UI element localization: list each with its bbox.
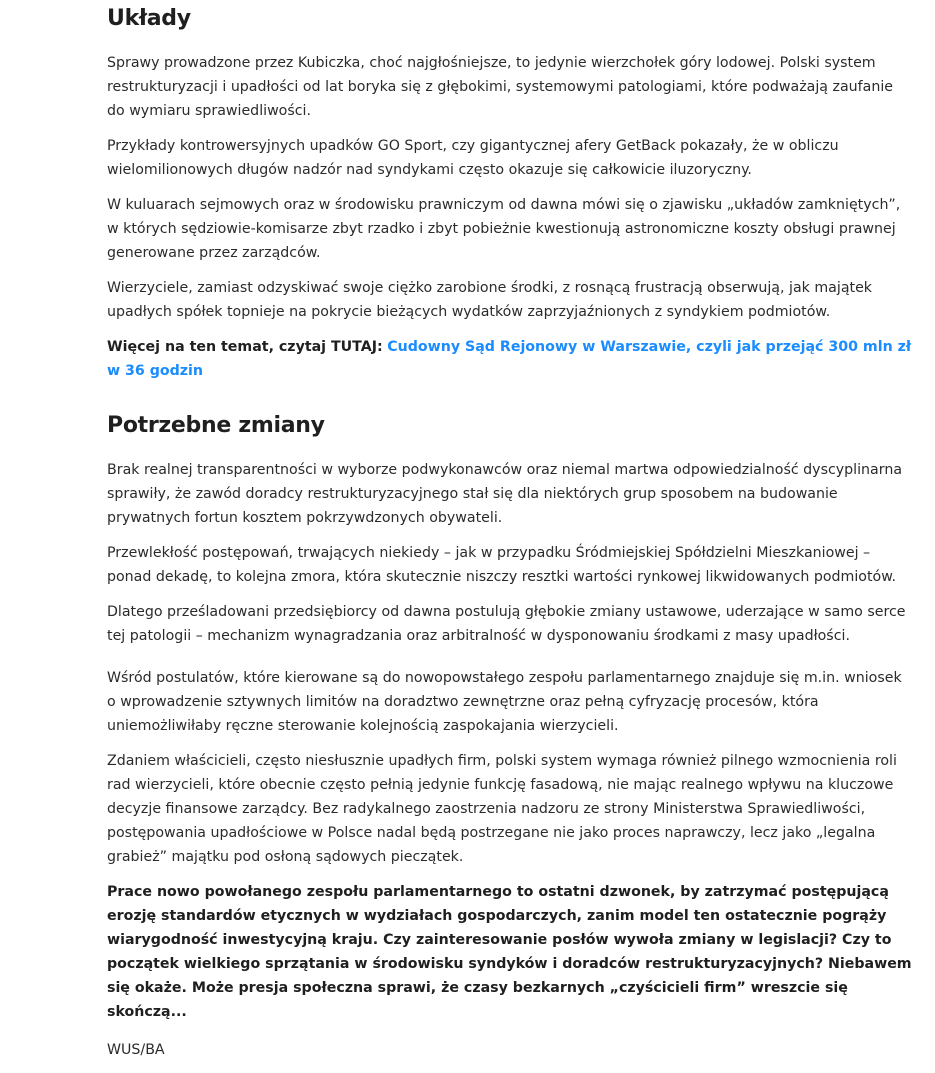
- paragraph: Sprawy prowadzone przez Kubiczka, choć najgłośniejsze, to jedynie wierzchołek góry lodowej. Polski system restrukturyzacji i upadłości od lat boryka się z głębokimi, systemowymi patologiami, które podważają zaufanie do wymiaru sprawiedliwości.: [107, 55, 893, 119]
- paragraph: Przewlekłość postępowań, trwających niekiedy – jak w przypadku Śródmiejskiej Spółdzielni Mieszkaniowej – ponad dekadę, to kolejna zmora, która skutecznie niszczy resztki wartości rynkowej likwidowanych podmiotów.: [107, 545, 897, 585]
- conclusion-paragraph: Prace nowo powołanego zespołu parlamentarnego to ostatni dzwonek, by zatrzymać postępującą erozję standardów etycznych w wydziałach gospodarczych, zanim model ten ostatecznie pogrąży wiarygodność inwestycyjną kraju. Czy zainteresowanie posłów wywoła zmiany w legislacji? Czy to początek wielkiego sprzątania w środowisku syndyków i doradców restrukturyzacyjnych? Niebawem się okaże. Może presja społeczna sprawi, że czasy bezkarnych „czyścicieli firm” wreszcie się skończą...: [107, 884, 912, 1020]
- read-more: [107, 335, 912, 383]
- paragraph: W kuluarach sejmowych oraz w środowisku prawniczym od dawna mówi się o zjawisku „układów zamkniętych”, w których sędziowie-komisarze zbyt rzadko i zbyt pobieżnie kwestionują astronomiczne koszty obsługi prawnej generowane przez zarządców.: [107, 197, 901, 261]
- paragraph: Wierzyciele, zamiast odzyskiwać swoje ciężko zarobione środki, z rosnącą frustracją obserwują, jak majątek upadłych spółek topnieje na pokrycie bieżących wydatków zaprzyjaźnionych z syndykiem podmiotów.: [107, 280, 873, 320]
- paragraph: Zdaniem właścicieli, często niesłusznie upadłych firm, polski system wymaga również pilnego wzmocnienia roli rad wierzycieli, które obecnie często pełnią jedynie funkcję fasadową, nie mając realnego wpływu na kluczowe decyzje finansowe zarządcy. Bez radykalnego zaostrzenia nadzoru ze strony Ministerstwa Sprawiedliwości, postępowania upadłościowe w Polsce nadal będą postrzegane nie jako proces naprawczy, lecz jako „legalna grabież” majątku pod osłoną sądowych pieczątek.: [107, 753, 897, 865]
- paragraph: Przykłady kontrowersyjnych upadków GO Sport, czy gigantycznej afery GetBack pokazały, że w obliczu wielomilionowych długów nadzór nad syndykami często okazuje się całkowicie iluzoryczny.: [107, 138, 839, 178]
- read-more-prefix: Więcej na ten temat, czytaj TUTAJ:: [107, 339, 383, 355]
- section-heading-potrzebne-zmiany: Potrzebne zmiany: [107, 413, 325, 438]
- paragraph: Dlatego prześladowani przedsiębiorcy od dawna postulują głębokie zmiany ustawowe, uderzające w samo serce tej patologii – mechanizm wynagradzania oraz arbitralność w dysponowaniu środkami z masy upadłości.: [107, 604, 906, 644]
- read-more-link[interactable]: Cudowny Sąd Rejonowy w Warszawie, czyli jak przejąć 300 mln zł w 36 godzin: [107, 339, 912, 379]
- section-heading-uklady: Układy: [107, 6, 191, 31]
- article-body: [107, 0, 912, 1073]
- paragraph: Wśród postulatów, które kierowane są do nowopowstałego zespołu parlamentarnego znajduje się m.in. wniosek o wprowadzenie sztywnych limitów na doradztwo zewnętrzne oraz pełną cyfryzację procesów, która uniemożliwiłaby ręczne sterowanie kolejnością zaspokajania wierzycieli.: [107, 670, 902, 734]
- paragraph: Brak realnej transparentności w wyborze podwykonawców oraz niemal martwa odpowiedzialność dyscyplinarna sprawiły, że zawód doradcy restrukturyzacyjnego stał się dla niektórych grup sposobem na budowanie prywatnych fortun kosztem pokrzywdzonych obywateli.: [107, 462, 903, 526]
- author-signature: WUS/BA: [107, 1042, 165, 1058]
